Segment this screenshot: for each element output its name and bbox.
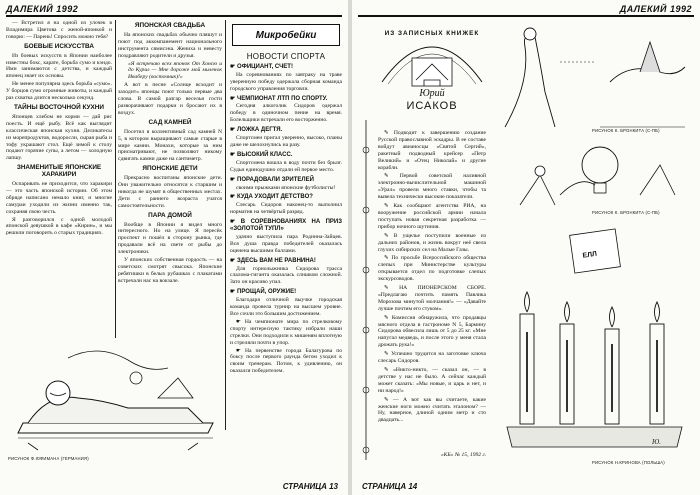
sports-news-text: Слесарь Сидоров наконец-то выполнил норматив на четвёртый разряд. [230,202,342,216]
illustration-caption-2: РИСУНОК К. БРОНКИТА (С-ПБ) [592,210,660,215]
sports-news-text: ☛ На первенстве города Балагурова по боксу после первого раунда бегом уходил к своим тренерам. Потом, к удивлению, он оказался победителем. [230,347,342,375]
notebook-entries-column [378,130,486,448]
svg-text:ЕЛЛ: ЕЛЛ [582,250,598,260]
heading-wedding: ЯПОНСКАЯ СВАДЬБА [134,22,206,29]
notebook-entry: ✎ Как сообщают агентства РИА, на вооружение российской армии начала поступать новая секретная разработка — прибор ночного шутиния. [378,203,486,230]
heading-home: ПАРА ДОМОЙ [148,211,192,219]
sports-news-headline: ☛ КУДА УХОДИТ ДЕТСТВО? [230,194,313,201]
left-page [0,0,348,495]
lightbulb-illustration [500,135,690,215]
right-source-block [378,450,486,460]
svg-text:Ю.: Ю. [652,438,661,446]
column-divider [225,20,226,430]
sports-news-headline: ☛ ПРОЩАЙ, ОРУЖИЕ! [230,289,297,296]
running-head-right: ДАЛЕКИЙ 1992 [619,4,692,14]
paragraph: Вообще в Японии я видел много интересного. Но на улице. Я пересёк проспект и пошёл в сторону рынка, где продавали всё на свете от рыбы до электроники. [118,221,222,256]
paragraph: На японских свадьбах обычно пляшут и поют под аккомпанемент национального инструмента сямисэна. Жениха и невесту поздравляют родители и друзья. [118,31,222,59]
heading-children: ЯПОНСКИЕ ДЕТИ [142,165,198,173]
right-page [352,0,700,495]
notebook-entry: ✎ «Никто-никто, — сказал он, — в детстве у нас не было. А сейчас каждый может сказать: «Мы новые, и царь и нет, и ни народ!» [378,367,486,394]
sports-news-item [230,177,342,192]
sports-news-headline: ☛ ЧЕМПИОНАТ ЛТП ПО СПОРТУ. [230,95,328,102]
header-rule-right [358,15,694,17]
illustration-caption-left: РИСУНОК Ф.ЮФИМАНА (ГЕРМАНИЯ) [8,456,89,461]
header-rule-left [6,15,342,17]
sports-news-item [230,319,342,347]
sports-news-text: Спортсмена вошла в воду почти без брызг. Судьи единодушно отдали ей первое место. [230,159,342,173]
illustration-caption-1: РИСУНОК К. БРОНКИТА (С-ПБ) [592,128,660,133]
sports-news-title: НОВОСТИ СПОРТА [246,52,326,61]
candles-illustration [502,222,687,457]
intro-paragraph: — Встретил я на одной из улочек в Владимира Цветова с женой-японкой и говорю: — Парень! Спросить можно тебя? [6,20,112,40]
page-footer-right: СТРАНИЦА 14 [362,482,418,491]
sports-news-list [230,64,342,375]
author-last-name: ИСАКОВ [406,100,458,112]
sports-news-item [230,152,342,174]
sports-news-item [230,194,342,216]
sports-news-item [230,127,342,149]
sports-news-item [230,348,342,376]
paragraph: Не менее популярна здесь борьба «сумо». У борцов сумо огромные животы, и каждый раз схватка длится несколько секунд. [6,81,112,102]
paragraph: Прекрасно воспитаны японские дети. Они уважительно относятся к старшим и никогда не шумят в общественных местах. Дети с раннего возраста учатся самостоятельности. [118,175,222,209]
sports-news-headline: ☛ ОФИЦИАНТ, СЧЕТ! [230,63,293,70]
running-head-left: ДАЛЕКИЙ 1992 [6,4,79,14]
sports-news-column [230,50,342,450]
paragraph: Оспаривать не приходится, что харакири — это часть японской истории. Об этом обряде написано немало книг, и многие самураи уходили из жизни именно так, сохраняя свою честь. [6,181,112,215]
sports-news-text: удачно выступила пара Родинна-Зайцев. Вся душа правда победителей оказалась оценена высшими баллами. [230,233,342,254]
notebook-entry: ✎ По просьбе Всероссийского общества слепых при Министерстве культуры открывается отдел по подготовке слепых экскурсоводов. [378,255,486,283]
paragraph: Я разговорился с одной молодой японской девушкой в кафе «Кирин», и мы решили поговорить о старых традициях. [6,216,112,237]
sports-news-text: Сегодня алкоголик Сидоров одержал победу в одиночном пение на время. Болельщики встречали его восторженно. [230,103,342,124]
paragraph: Из боевых искусств в Японии наиболее известны бокс, карате, борьба сумо и кэндо. Ими занимаются с детства, и каждый японец знает их основы. [6,52,112,80]
sports-news-text: Благодаря отличной выучке городская команда провела турнир на высшем уровне. Все сочли это большим достижением. [230,297,342,317]
border-ornament [360,120,372,460]
notebook-title: ИЗ ЗАПИСНЫХ КНИЖЕК [384,30,480,37]
heading-martial-arts: БОЕВЫЕ ИСКУССТВА [24,42,94,50]
paragraph: А вот в песне «Солнце всходит и заходит» японцы поют только первые два слова. В самой разгар веселья гости разворачивают подарки и бросают их в воздух. [118,82,222,116]
source-line: «КБ» № 15, 1992 г. [440,452,486,458]
sleeping-man-illustration [8,338,223,453]
notebook-entry: ✎ Первой советской наливной электронно-вычислительной машиной «Урал» провели много ставки, чтобы та вывела технически высокие показатели. [378,173,486,201]
notebook-entry: ✎ В ущелье поступили военные из дальних районов, и жизнь вокруг неё свела глухих сибирских сел на Малые Газы. [378,232,486,253]
notebook-entry: ✎ Успешно трудится на заготовке ключа слесарь Сидоров. [378,351,486,365]
sports-news-item [230,219,342,255]
heading-harakiri: ЗНАМЕНИТЫЕ ЯПОНСКИЕ ХАРАКИРИ [16,164,102,179]
sports-news-item [230,64,342,93]
left-column-2 [118,20,222,338]
sports-news-text: своими прыжками японские футболисты! [236,184,336,191]
sports-news-headline: ☛ ВЫСОКИЙ КЛАСС. [230,151,293,158]
author-first-name: Юрий [419,88,445,99]
heading-stone-garden: САД КАМНЕЙ [148,118,192,126]
sports-news-item [230,258,342,287]
notebook-entry: ✎ — А вот как вы считаете, какие женские ноги можно считать эталоном? — Ну, наверное, длиной одним метр и сто двадцать... [378,396,486,424]
sports-news-text: Для горнолыжника Сидорова трасса слалома-гиганта оказалась слишком сложной. Зато он красиво упал. [230,265,342,286]
sports-news-headline: ☛ ЛОЖКА ДЕГТЯ. [230,127,283,134]
mikrobeiki-box-title: Микробейки [232,24,340,46]
sports-news-text: На соревнованиях по завтраку на траве уверенную победу одержала сборная команда городского управления торговли. [230,71,342,92]
sports-news-headline: ☛ ЗДЕСЬ ВАМ НЕ РАВНИНА! [230,257,316,264]
sports-news-text: Спортсмен пригал уверенно, высоко, планы даже не шелохнулись на разу. [230,135,342,148]
notebook-entry: ✎ Подводит к завершению создание Русской православной эскадры. В ее составе войдут авианосцы «Святой Сергий», ракетный подводный крейсер «Петр Великий» и «Отец Николай» и другие корабли. [378,130,486,171]
notebook-entry: ✎ Комиссия обнаружила, что продавцы мясного отдела в гастрономе N 5, Бармину Сидорова обвесила лишь от 5 до 25 кг. «Мне напугал медведь, и после этого у меня стала дрожать рука!» [378,314,486,349]
notebook-entries-list [378,130,486,424]
sports-news-item [230,96,342,125]
sports-news-item [230,289,342,318]
sports-news-headline: ☛ В СОРЕВНОВАНИЯХ НА ПРИЗ «ЗОЛОТОЙ ТУПЛ» [230,219,342,233]
paragraph: Посетил я коллективный сад камней N 5, в котором выращивают самые старые в мире камни. Монахи, которые за ним присматривают, не позволяют никому сдвигать камни даже на сантиметр. [118,128,222,163]
heading-cuisine: ТАЙНЫ ВОСТОЧНОЙ КУХНИ [14,103,104,111]
sports-news-text: ☛ На чемпионате мира по стрелковому спорту интересную тактику избрали наши стрелки. Они подходили к мишеням вплотную и стреляли почти в упор. [230,318,342,346]
bird-and-man-illustration [500,22,690,132]
verse: «Я встречаю всех японок От Хонсю и до Курил — Мне дороже мой миленок Иваберу (восточник)!» [128,60,222,81]
illustration-caption-3: РИСУНОК Н.КРИНОВА (ПОЛЬША) [592,460,665,465]
sports-news-headline: ☛ ПОРАДОВАЛИ ЗРИТЕЛЕЙ [230,176,314,183]
paragraph: Японцев хлебом не корми — дай рис поесть. И ещё рыбу. Всё как выглядит классическая японская кухня. Деликатесы из морепродуктов, водоросли, сырая рыба и тофу украшают стол. Ещё зимой к столу подают горячие супы, а летом — холодную лапшу. [6,113,112,162]
page-footer-left: СТРАНИЦА 13 [282,482,338,491]
paragraph: У японских собственная гордость — на советских смотрят свысока. Японские ребятишки в белых рубашках с плакатами встречали нас на вокзале. [118,257,222,284]
notebook-entry: ✎ НА ПИОНЕРСКОМ СБОРЕ. «Предлагаю почтить память Павлика Морозова минутой молчания!» — «Давайте лучше почтим его стуком». [378,285,486,312]
